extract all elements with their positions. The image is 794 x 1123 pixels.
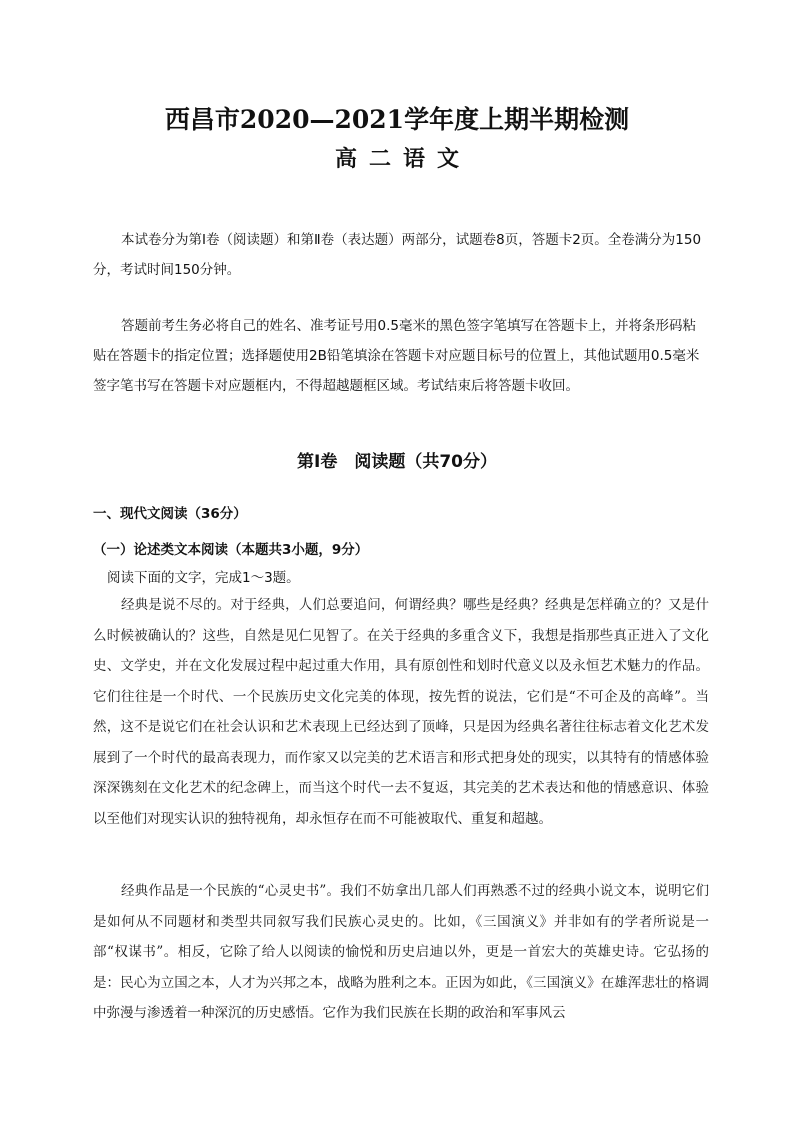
part-heading: 一、现代文阅读（36分）: [93, 506, 247, 522]
reading-instruction: 阅读下面的文字，完成1～3题。: [107, 570, 300, 586]
sub-heading: （一）论述类文本阅读（本题共3小题，9分）: [93, 542, 369, 558]
intro-paragraph-2: 答题前考生务必将自己的姓名、准考证号用0.5毫米的黑色签字笔填写在答题卡上，并将条形码粘贴在答题卡的指定位置；选择题使用2B铅笔填涂在答题卡对应题目标号的位置上，其他试题用0.5毫米签字笔书写在答题卡对应题框内，不得超越题框区域。考试结束后将答题卡收回。: [93, 318, 700, 394]
section-title: 第Ⅰ卷 阅读题（共70分）: [297, 452, 497, 472]
intro-paragraph-1: 本试卷分为第Ⅰ卷（阅读题）和第Ⅱ卷（表达题）两部分，试题卷8页，答题卡2页。全卷满分为150分，考试时间150分钟。: [93, 232, 702, 278]
exam-subject: 高二语文: [334, 147, 471, 172]
exam-title: 西昌市2020—2021学年度上期半期检测: [164, 105, 630, 134]
passage-paragraph-2: 经典作品是一个民族的“心灵史书”。我们不妨拿出几部人们再熟悉不过的经典小说文本，说明它们是如何从不同题材和类型共同叙写我们民族心灵史的。比如，《三国演义》并非如有的学者所说是一部“权谋书”。相反，它除了给人以阅读的愉悦和历史启迪以外，更是一首宏大的英雄史诗。它弘扬的是：民心为立国之本，人才为兴邦之本，战略为胜利之本。正因为如此，《三国演义》在雄浑悲壮的格调中弥漫与渗透着一种深沉的历史感悟。它作为我们民族在长期的政治和军事风云: [93, 883, 709, 1021]
passage-paragraph-1: 经典是说不尽的。对于经典，人们总要追问，何谓经典？哪些是经典？经典是怎样确立的？又是什么时候被确认的？这些，自然是见仁见智了。在关于经典的多重含义下，我想是指那些真正进入了文化史、文学史，并在文化发展过程中起过重大作用，具有原创性和划时代意义以及永恒艺术魅力的作品。它们往往是一个时代、一个民族历史文化完美的体现，按先哲的说法，它们是“不可企及的高峰”。当然，这不是说它们在社会认识和艺术表现上已经达到了顶峰，只是因为经典名著往往标志着文化艺术发展到了一个时代的最高表现力，而作家又以完美的艺术语言和形式把身处的现实，以其特有的情感体验深深镌刻在文化艺术的纪念碑上，而当这个时代一去不复返，其完美的艺术表达和他的情感意识、体验以至他们对现实认识的独特视角，却永恒存在而不可能被取代、重复和超越。: [93, 597, 709, 827]
